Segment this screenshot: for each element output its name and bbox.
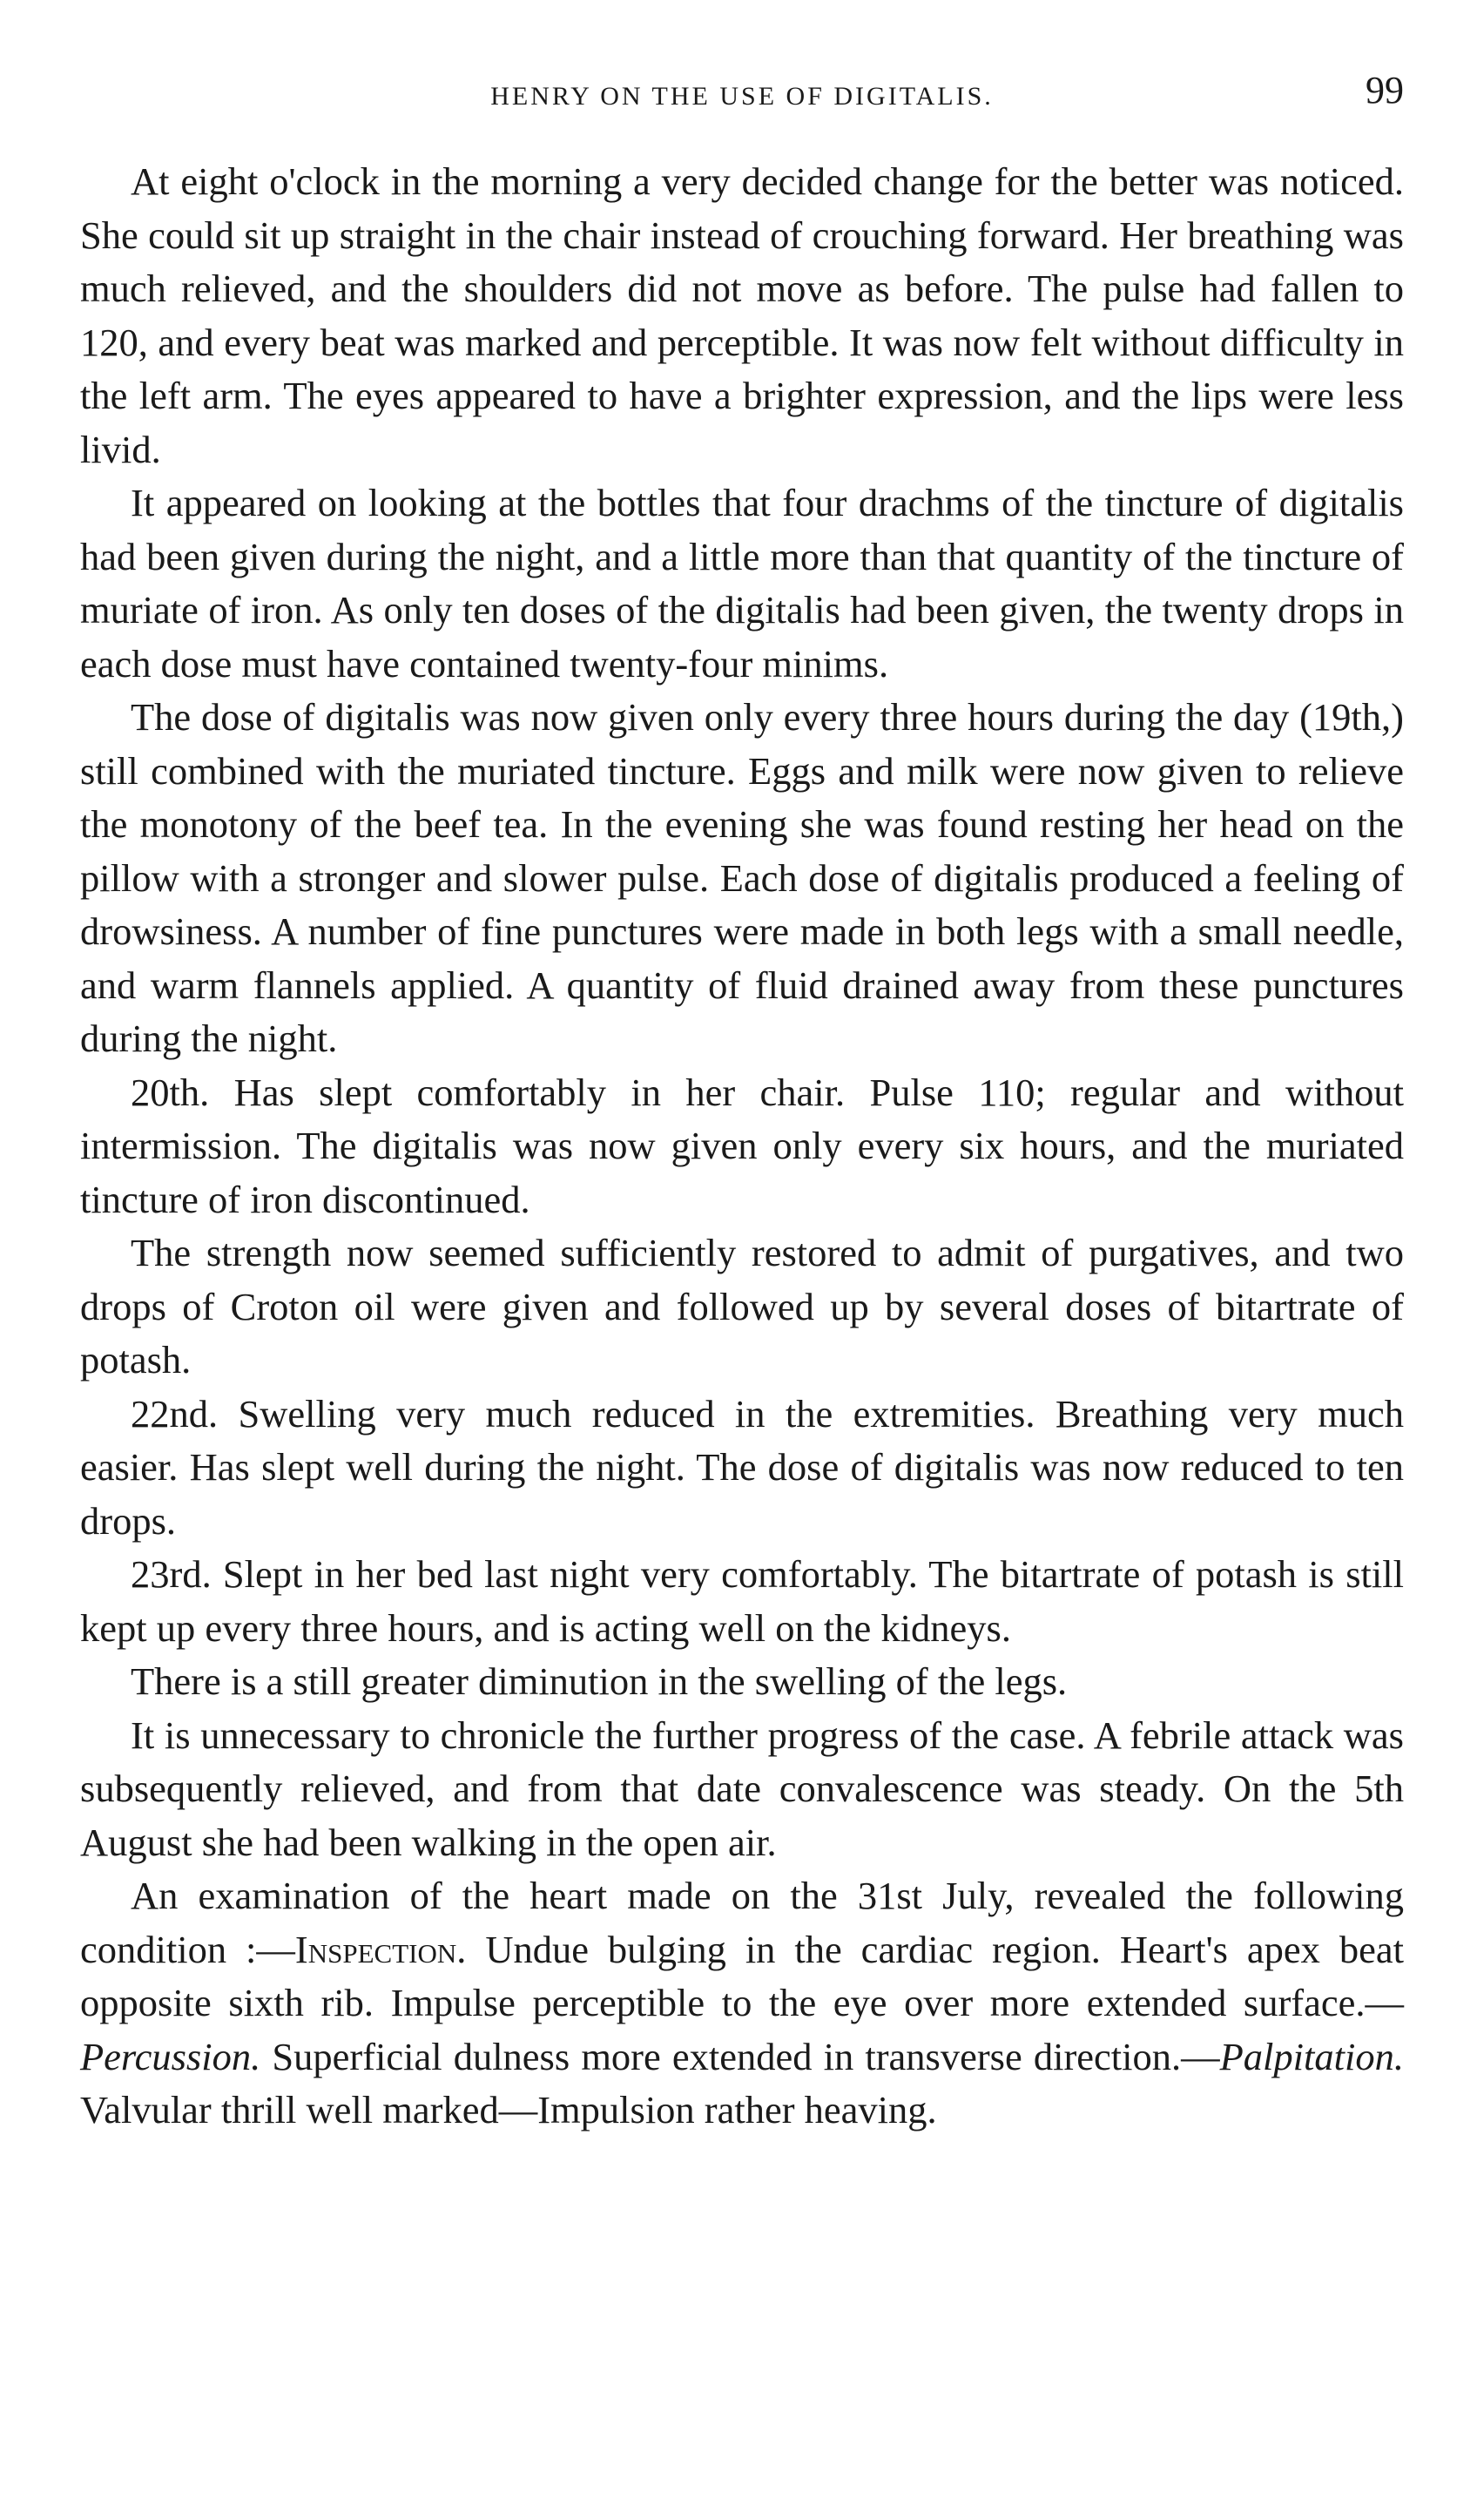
page-number: 99 bbox=[1366, 69, 1404, 111]
inspection-heading: Inspection. bbox=[294, 1927, 467, 1971]
paragraph: The strength now seemed sufficiently restored to admit of purgatives, and two drops of Croton oil were given and followed up by several doses of bitartrate of potash. bbox=[80, 1231, 1404, 1382]
palpitation-text: Valvular thrill well marked—Impulsion rather heaving. bbox=[80, 2088, 937, 2132]
heart-examination-paragraph bbox=[80, 1869, 1404, 2138]
paragraph: 20th. Has slept comfortably in her chair. Pulse 110; regular and without intermission. The digitalis was now given only every six hours, and the muriated tincture of iron discontinued. bbox=[80, 1070, 1404, 1221]
paragraph: 23rd. Slept in her bed last night very comfortably. The bitartrate of potash is still kept up every three hours, and is acting well on the kidneys. bbox=[80, 1552, 1404, 1650]
paragraph: It appeared on looking at the bottles that four drachms of the tincture of digitalis had been given during the night, and a little more than that quantity of the tincture of muriate of iron. As only ten doses of the digitalis had been given, the twenty drops in each dose must have contained twenty-four minims. bbox=[80, 481, 1404, 686]
inspection-text: Undue bulging in the cardiac region. Heart's apex beat opposite sixth rib. Impulse perceptible to the eye over more extended surface.— bbox=[80, 1927, 1404, 2024]
examination-intro: An examination of the heart made on the 31st July, revealed the following condition :— bbox=[80, 1874, 1404, 1971]
percussion-heading: Percussion. bbox=[80, 2034, 261, 2078]
page-header bbox=[80, 68, 1404, 129]
running-head: HENRY ON THE USE OF DIGITALIS. bbox=[490, 82, 994, 111]
percussion-text: Superficial dulness more extended in transverse direction.— bbox=[260, 2034, 1220, 2078]
paragraph: There is a still greater diminution in the swelling of the legs. bbox=[131, 1659, 1068, 1703]
paragraph: 22nd. Swelling very much reduced in the extremities. Breathing very much easier. Has slept well during the night. The dose of digitalis was now reduced to ten drops. bbox=[80, 1391, 1404, 1543]
palpitation-heading: Palpitation. bbox=[1219, 2034, 1404, 2078]
body-text bbox=[80, 155, 1404, 2138]
paragraph: The dose of digitalis was now given only every three hours during the day (19th,) still combined with the muriated tincture. Eggs and milk were now given to relieve the monotony of the beef tea. In the evening she was found resting her head on the pillow with a stronger and slower pulse. Each dose of digitalis produced a feeling of drowsiness. A number of fine punctures were made in both legs with a small needle, and warm flannels applied. A quantity of fluid drained away from these punctures during the night. bbox=[80, 695, 1404, 1060]
paragraph: At eight o'clock in the morning a very decided change for the better was noticed. She could sit up straight in the chair instead of crouching forward. Her breathing was much relieved, and the shoulders did not move as before. The pulse had fallen to 120, and every beat was marked and perceptible. It was now felt without difficulty in the left arm. The eyes appeared to have a brighter expression, and the lips were less livid. bbox=[80, 159, 1404, 471]
paragraph: It is unnecessary to chronicle the further progress of the case. A febrile attack was subsequently relieved, and from that date convalescence was steady. On the 5th August she had been walking in the open air. bbox=[80, 1713, 1404, 1864]
